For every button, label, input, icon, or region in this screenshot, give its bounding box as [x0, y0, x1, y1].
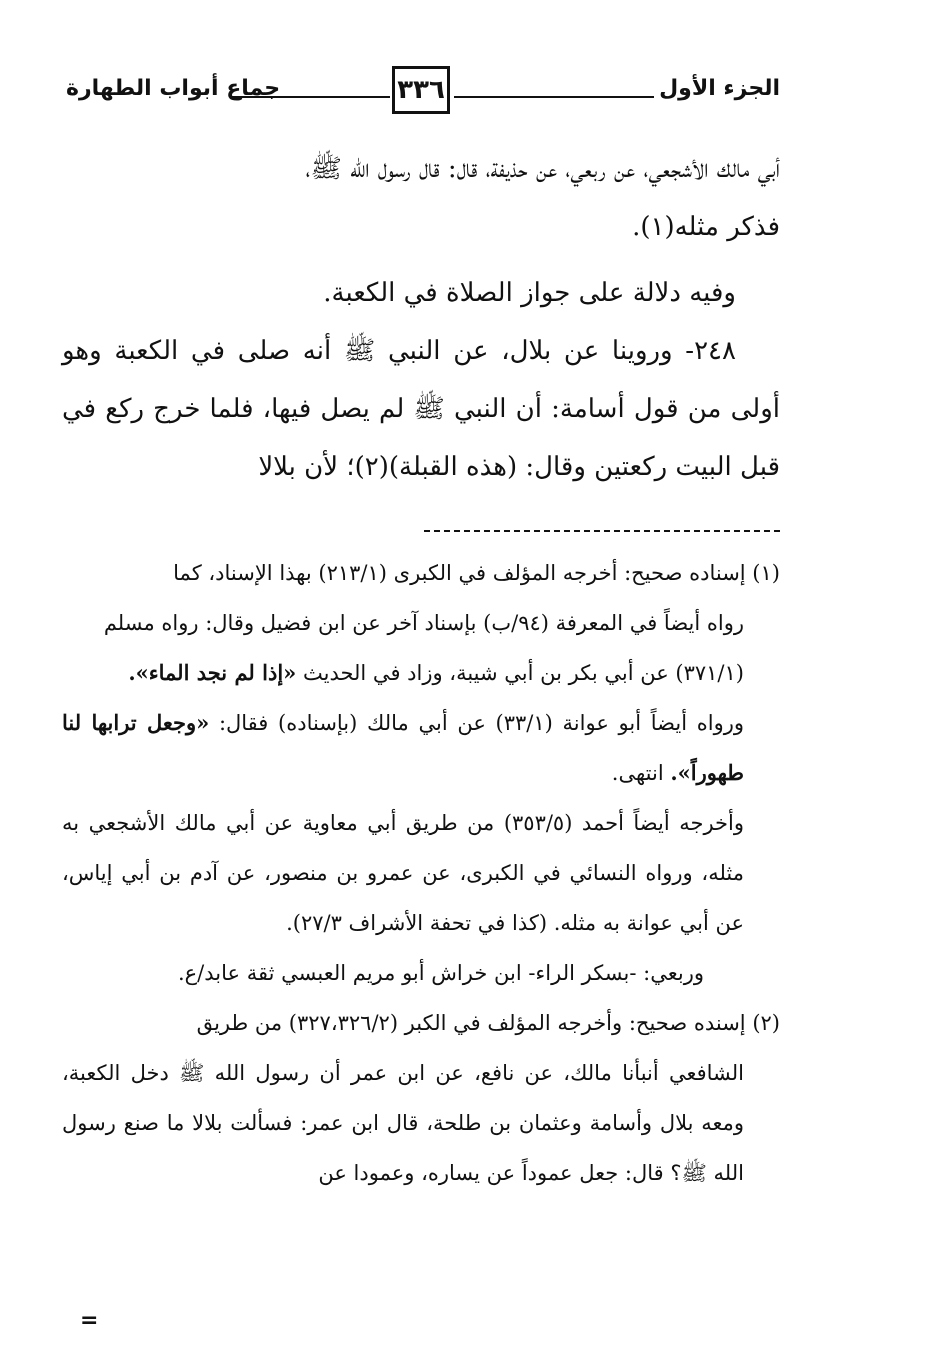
footnote-1-line-4-text: ورواه أيضاً أبو عوانة (٣٣/١) عن أبي مالك (بإسناده) فقال:	[218, 711, 744, 735]
footnote-1-ribi-note: وربعي: -بسكر الراء- ابن خراش أبو مريم العبسي ثقة عابد/ع.	[177, 961, 704, 985]
continuation-mark: =	[80, 1308, 99, 1333]
footnote-1-line-4	[62, 698, 780, 798]
paragraph-2: وفيه دلالة على جواز الصلاة في الكعبة.	[323, 278, 736, 308]
footnote-separator	[424, 530, 780, 532]
chapter-title: جماع أبواب الطهارة	[66, 76, 281, 101]
part-label: الجزء الأول	[659, 76, 780, 101]
header-rule-right	[454, 96, 654, 98]
footnote-1-line-1: (١) إسناده صحيح: أخرجه المؤلف في الكبرى (٢١٣/١) بهذا الإسناد، كما	[173, 561, 780, 585]
footnote-1-line-2: رواه أيضاً في المعرفة (٩٤/ب) بإسناد آخر عن ابن فضيل وقال: رواه مسلم	[103, 611, 744, 635]
page-number: ٣٣٦	[392, 66, 450, 114]
paragraph-1-line-1: أبي مالك الأشجعي، عن ربعي، عن حذيفة، قال: قال رسول الله ﷺ،	[305, 154, 780, 184]
footnote-1-line-3	[62, 648, 780, 698]
main-text	[62, 140, 780, 496]
paragraph-1-line-2: فذكر مثله(١).	[632, 212, 780, 242]
footnote-1-line-3-text: (٣٧١/١) عن أبي بكر بن أبي شيبة، وزاد في الحديث	[302, 661, 744, 685]
paragraph-3: ٢٤٨- وروينا عن بلال، عن النبي ﷺ أنه صلى في الكعبة وهو أولى من قول أسامة: أن النبي ﷺ لم يصل فيها، فلما خرج ركع في قبل البيت ركعتين وقال: (هذه القبلة)(٢)؛ لأن بلالا	[62, 336, 780, 482]
footnote-1-quote-1: «إذا لم نجد الماء».	[128, 660, 297, 685]
footnote-1-end: انتهى.	[611, 761, 664, 785]
footnotes	[62, 548, 780, 1198]
page-header	[62, 66, 780, 122]
footnote-1-paragraph-ahmad: وأخرجه أيضاً أحمد (٣٥٣/٥) من طريق أبي معاوية عن أبي مالك الأشجعي به مثله، ورواه النسائي في الكبرى، عن عمرو بن منصور، عن آدم بن أبي إياس، عن أبي عوانة به مثله. (كذا في تحفة الأشراف ٢٧/٣).	[62, 811, 744, 935]
footnote-2-line-1: (٢) إسنده صحيح: وأخرجه المؤلف في الكبر (٣٢٧،٣٢٦/٢) من طريق	[196, 1011, 780, 1035]
footnote-1-quote-2: «وجعل ترابها لنا طهوراً».	[62, 710, 744, 785]
footnote-2-body: الشافعي أنبأنا مالك، عن نافع، عن ابن عمر أن رسول الله ﷺ دخل الكعبة، ومعه بلال وأسامة وعثمان بن طلحة، قال ابن عمر: فسألت بلالا ما صنع رسول الله ﷺ؟ قال: جعل عموداً عن يساره، وعمودا عن	[62, 1061, 744, 1185]
